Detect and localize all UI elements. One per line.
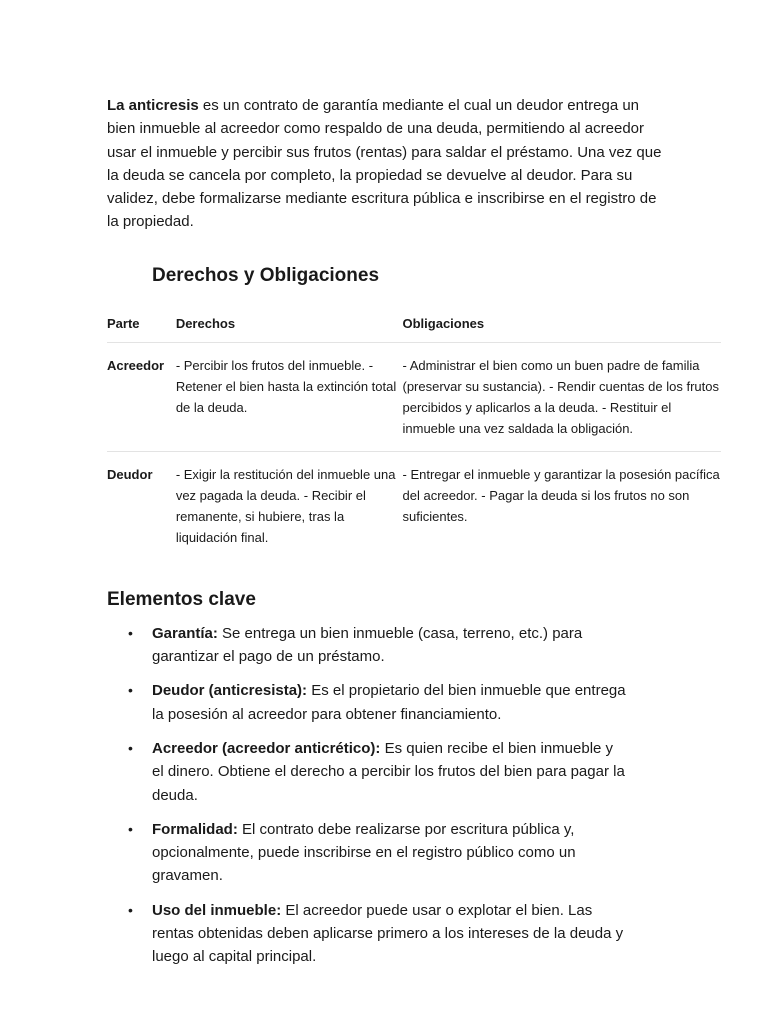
list-item-label: Acreedor (acreedor anticrético): — [152, 739, 381, 757]
cell-rights: - Percibir los frutos del inmueble. - Retener el bien hasta la extinción total de la deuda. — [176, 342, 403, 451]
bullet-icon: • — [128, 624, 133, 641]
table-row — [107, 342, 721, 451]
list-item-label: Formalidad: — [152, 820, 238, 838]
cell-party: Acreedor — [107, 342, 176, 451]
column-header-obligations: Obligaciones — [403, 311, 722, 343]
cell-party: Deudor — [107, 466, 153, 482]
list-item-text: Es quien recibe el bien inmueble y el dinero. Obtiene el derecho a percibir los frutos del bien para pagar la deuda. — [152, 739, 625, 804]
list-item — [107, 622, 627, 669]
list-item-text: El contrato debe realizarse por escritura pública y, opcionalmente, puede inscribirse en el registro público como un gravamen. — [152, 820, 576, 885]
bullet-icon: • — [128, 682, 133, 699]
cell-obligations: - Entregar el inmueble y garantizar la posesión pacífica del acreedor. - Pagar la deuda si los frutos no son suficientes. — [402, 466, 720, 524]
list-item — [107, 899, 627, 969]
intro-term: La anticresis — [107, 97, 199, 114]
list-item-text: El acreedor puede usar o explotar el bien. Las rentas obtenidas deben aplicarse primero a los intereses de la deuda y luego al capital principal. — [152, 901, 624, 966]
document-page — [107, 94, 721, 980]
rights-obligations-table — [107, 311, 721, 560]
key-elements-heading: Elementos clave — [107, 588, 256, 610]
intro-text: es un contrato de garantía mediante el cual un deudor entrega un bien inmueble al acreedor como respaldo de una deuda, permitiendo al acreedor usar el inmueble y percibir sus frutos (rentas) para saldar el préstamo. Una vez que la deuda se cancela por completo, la propiedad se devuelve al deudor. Para su validez, debe formalizarse mediante escritura pública e inscribirse en el registro de la propiedad. — [107, 97, 662, 231]
list-item — [107, 737, 627, 807]
column-header-party: Parte — [107, 311, 176, 343]
list-item — [107, 818, 627, 888]
table-header-row — [107, 311, 721, 343]
list-item — [107, 679, 627, 726]
bullet-icon: • — [128, 901, 133, 918]
bullet-icon: • — [128, 739, 133, 756]
intro-paragraph — [107, 94, 667, 234]
rights-section-heading: Derechos y Obligaciones — [152, 264, 380, 286]
column-header-rights: Derechos — [176, 311, 403, 343]
cell-rights: - Exigir la restitución del inmueble una vez pagada la deuda. - Recibir el remanente, si hubiere, tras la liquidación final. — [175, 466, 396, 545]
list-item-text: Es el propietario del bien inmueble que entrega la posesión al acreedor para obtener financiamiento. — [152, 682, 626, 723]
list-item-label: Uso del inmueble: — [152, 901, 282, 919]
table-row — [107, 451, 721, 560]
key-elements-list — [107, 622, 627, 969]
bullet-icon: • — [128, 820, 133, 837]
list-item-label: Deudor (anticresista): — [152, 682, 308, 700]
list-item-label: Garantía: — [152, 624, 218, 642]
list-item-text: Se entrega un bien inmueble (casa, terreno, etc.) para garantizar el pago de un préstamo. — [152, 624, 583, 666]
cell-obligations: - Administrar el bien como un buen padre de familia (preservar su sustancia). - Rendir cuentas de los frutos percibidos y aplicarlos a la deuda. - Restituir el inmueble una vez saldada la obligación. — [403, 342, 722, 451]
